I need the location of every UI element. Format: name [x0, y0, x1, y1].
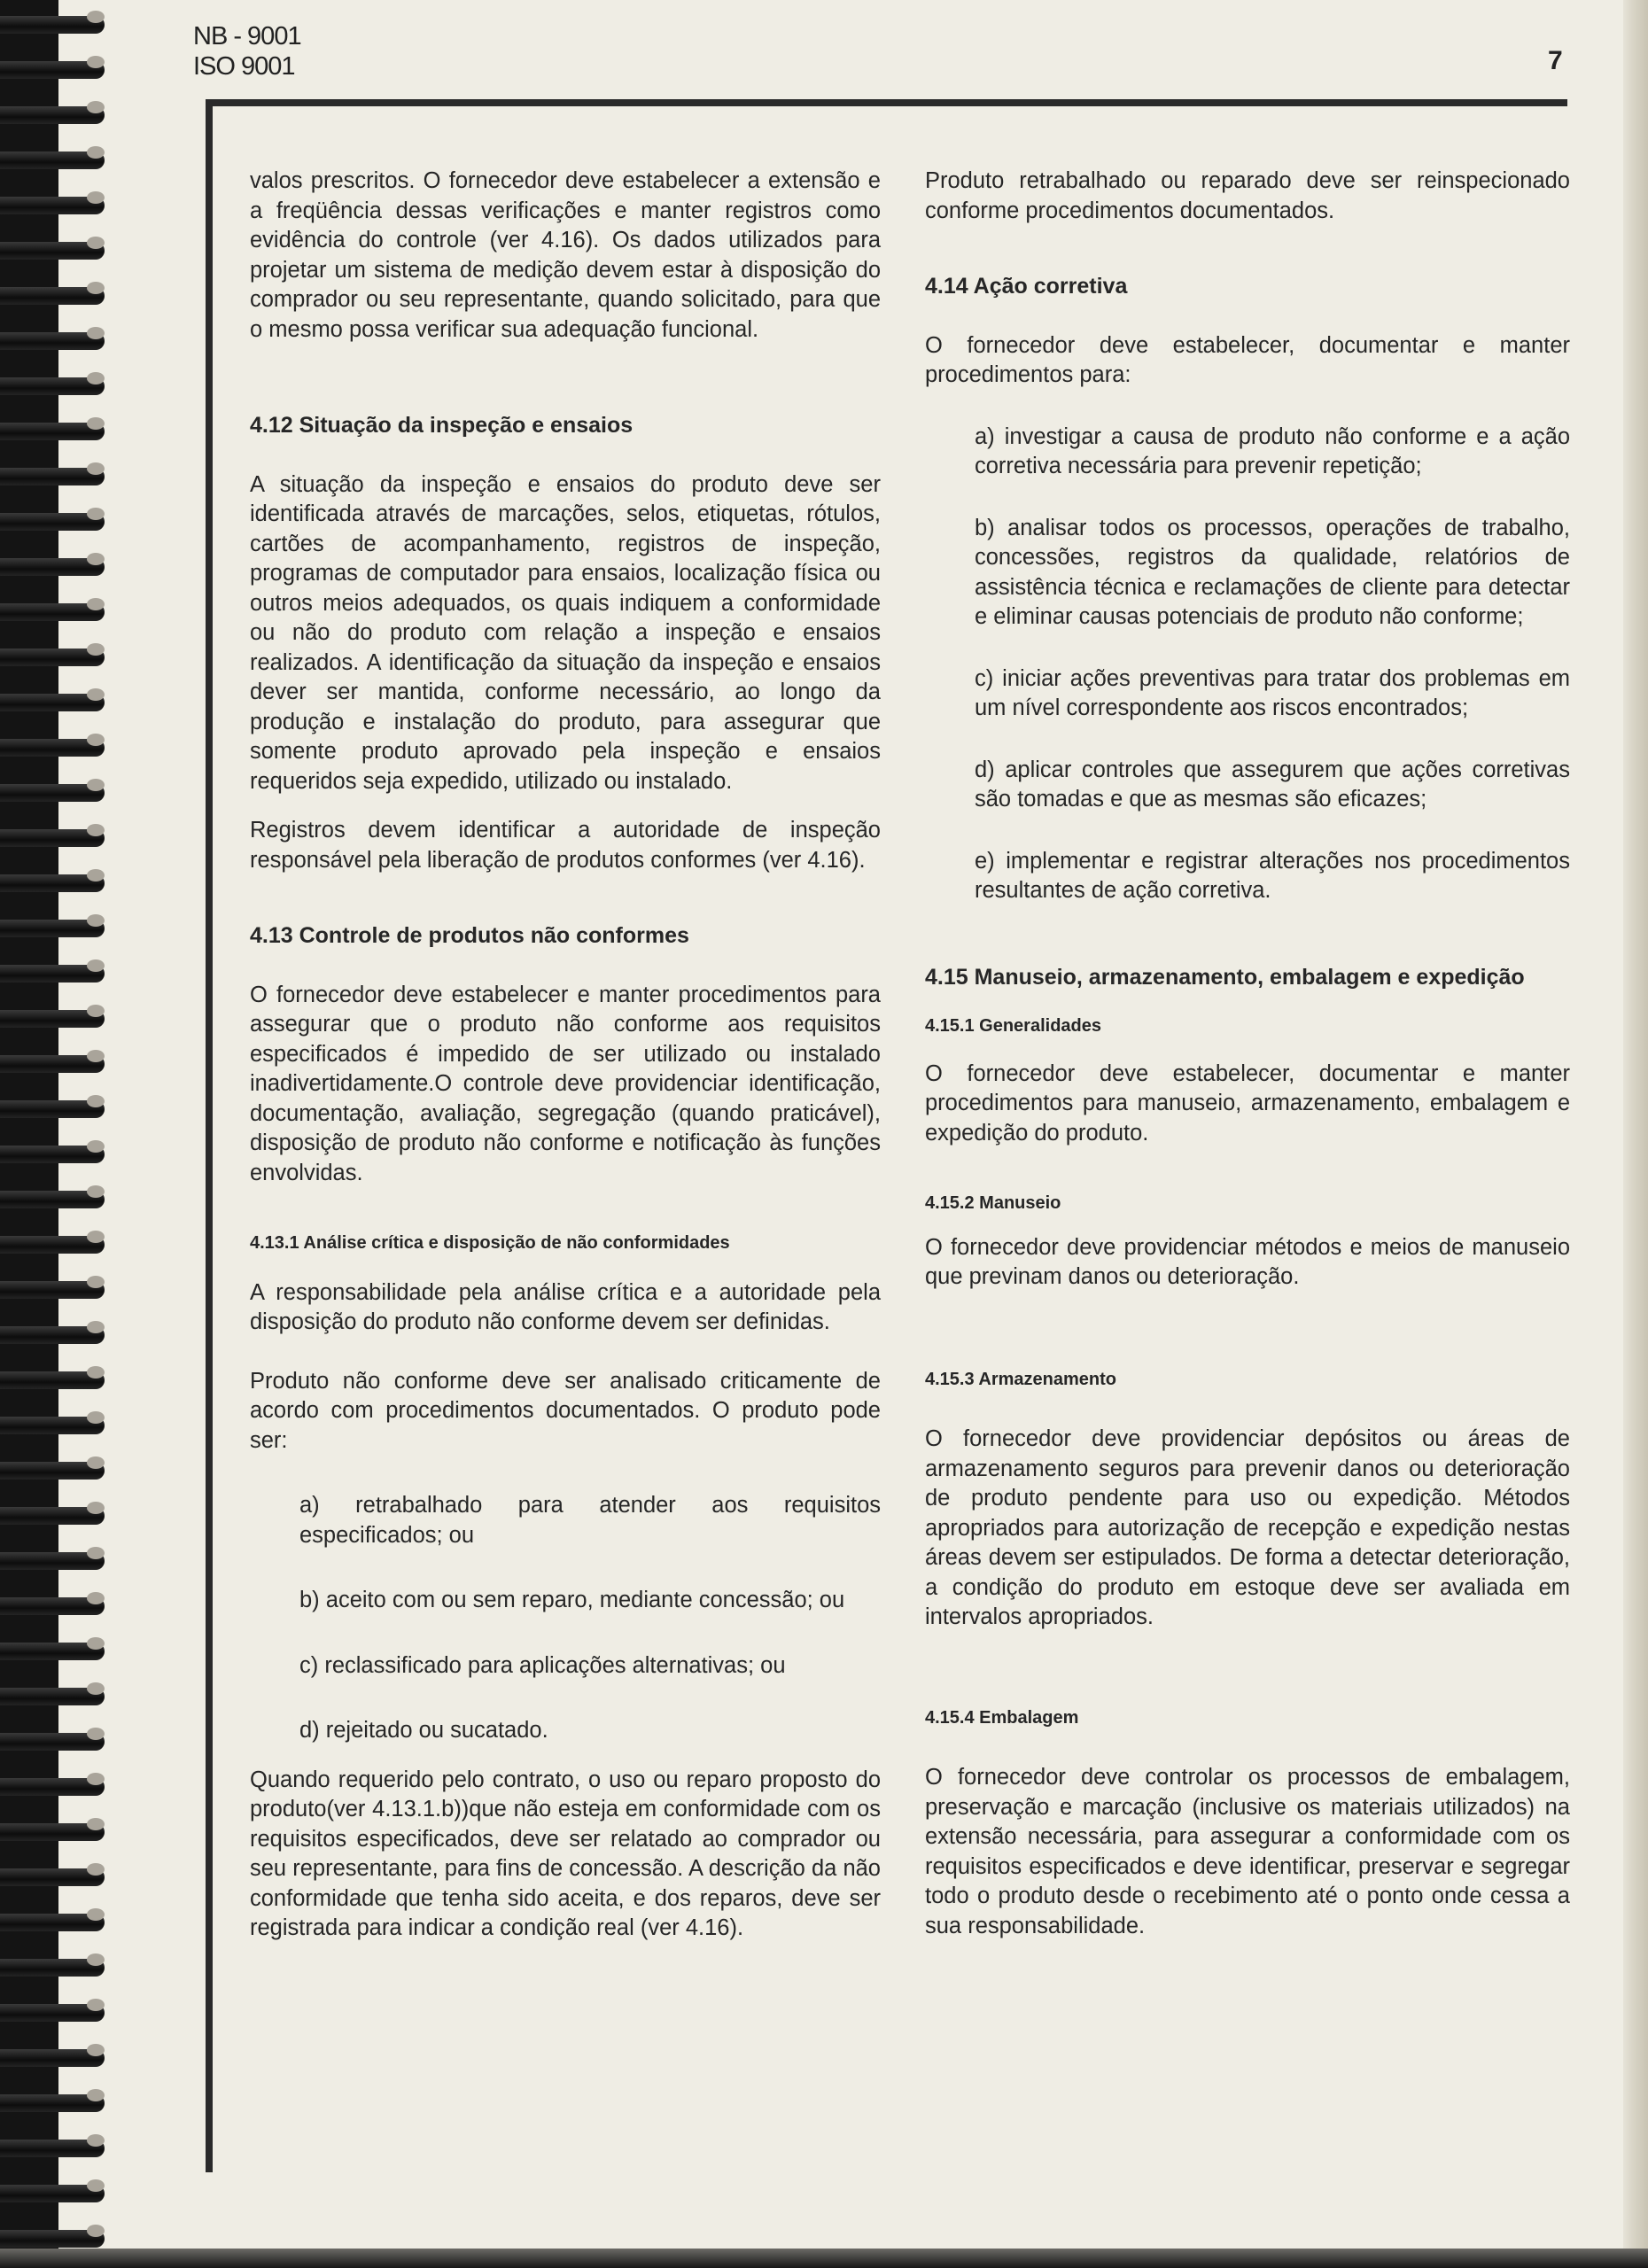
list-item: a) investigar a causa de produto não conforme e a ação corretiva necessária para prevenir repetição;	[975, 423, 1570, 478]
subsection-heading-4-15-2: 4.15.2 Manuseio	[925, 1193, 1061, 1213]
punch-hole	[87, 372, 105, 384]
punch-hole	[87, 779, 105, 791]
punch-hole	[87, 508, 105, 520]
document-code	[193, 21, 301, 82]
punch-hole	[87, 2179, 105, 2192]
punch-hole	[87, 688, 105, 701]
punch-hole	[87, 191, 105, 204]
punch-hole	[87, 1276, 105, 1288]
punch-hole	[87, 2134, 105, 2147]
punch-hole	[87, 2225, 105, 2237]
subsection-heading-4-13-1: 4.13.1 Análise crítica e disposição de não conformidades	[250, 1233, 730, 1253]
paragraph: Produto retrabalhado ou reparado deve ser reinspecionado conforme procedimentos documentados.	[925, 168, 1570, 223]
section-heading-4-14: 4.14 Ação corretiva	[925, 274, 1128, 299]
punch-hole	[87, 282, 105, 294]
list-item: d) rejeitado ou sucatado.	[299, 1718, 548, 1743]
subsection-heading-4-15-1: 4.15.1 Generalidades	[925, 1016, 1102, 1036]
punch-hole	[87, 1728, 105, 1740]
punch-hole	[87, 1818, 105, 1830]
section-heading-4-12: 4.12 Situação da inspeção e ensaios	[250, 413, 634, 438]
list-item: e) implementar e registrar alterações nos procedimentos resultantes de ação corretiva.	[975, 848, 1570, 903]
left-rule	[206, 99, 213, 2172]
list-item: b) aceito com ou sem reparo, mediante concessão; ou	[299, 1588, 845, 1612]
punch-hole	[87, 1592, 105, 1604]
punch-hole	[87, 1185, 105, 1198]
page-edge	[1623, 0, 1648, 2268]
list-item: c) reclassificado para aplicações alternativas; ou	[299, 1652, 786, 1678]
list-item: a) retrabalhado para atender aos requisitos especificados; ou	[299, 1493, 881, 1548]
punch-hole	[87, 824, 105, 836]
punch-hole	[87, 2044, 105, 2056]
punch-hole	[87, 1953, 105, 1966]
punch-hole	[87, 869, 105, 882]
punch-hole	[87, 237, 105, 249]
paragraph: O fornecedor deve providenciar depósitos ou áreas de armazenamento seguros para prevenir danos ou deterioração de produto pendente para uso ou expedição. Métodos apropriados para autorização de recepção e expedição nestas áreas devem ser estipulados. De forma a detectar deterioração, a condição do produto em estoque deve ser avaliada em intervalos apropriados.	[925, 1426, 1570, 1629]
punch-hole	[87, 959, 105, 972]
punch-hole	[87, 2089, 105, 2101]
punch-hole	[87, 598, 105, 610]
punch-hole	[87, 1411, 105, 1424]
punch-hole	[87, 1095, 105, 1107]
punch-hole	[87, 1999, 105, 2011]
paragraph: A responsabilidade pela análise crítica e a autoridade pela disposição do produto não conforme devem ser definidas.	[250, 1279, 881, 1334]
punch-hole	[87, 1908, 105, 1921]
paragraph: O fornecedor deve estabelecer e manter procedimentos para assegurar que o produto não conforme aos requisitos especificados é impedido de ser utilizado ou instalado inadivertidamente.O controle deve providenciar identificação, documentação, avaliação, segregação (quando praticável), disposição de produto não conforme e notificação às funções envolvidas.	[250, 982, 881, 1185]
paragraph: A situação da inspeção e ensaios do produto deve ser identificada através de marcações, selos, etiquetas, rótulos, cartões de acompanhamento, registros de inspeção, programas de computador para ensaios, localização física ou outros meios adequados, os quais indiquem a conformidade ou não do produto com relação a inspeção e ensaios realizados. A identificação da situação da inspeção e ensaios dever ser mantida, conforme necessário, ao longo da produção e instalação do produto, para assegurar que somente produto aprovado pela inspeção e ensaios requeridos seja expedido, utilizado ou instalado.	[250, 471, 881, 794]
punch-hole	[87, 1050, 105, 1062]
punch-hole	[87, 327, 105, 339]
paragraph: Produto não conforme deve ser analisado criticamente de acordo com procedimentos documentados. O produto pode ser:	[250, 1368, 881, 1453]
paragraph: valos prescritos. O fornecedor deve estabelecer a extensão e a freqüência dessas verificações e manter registros como evidência do controle (ver 4.16). Os dados utilizados para projetar um sistema de medição devem estar à disposição do comprador ou seu representante, quando solicitado, para que o mesmo possa verificar sua adequação funcional.	[250, 168, 881, 342]
punch-hole	[87, 643, 105, 656]
subsection-heading-4-15-4: 4.15.4 Embalagem	[925, 1707, 1079, 1728]
paragraph: O fornecedor deve estabelecer, documentar e manter procedimentos para:	[925, 332, 1570, 387]
punch-hole	[87, 914, 105, 927]
list-item: c) iniciar ações preventivas para tratar dos problemas em um nível correspondente aos riscos encontrados;	[975, 665, 1570, 720]
punch-hole	[87, 1547, 105, 1559]
top-rule	[206, 99, 1567, 106]
punch-hole	[87, 1140, 105, 1153]
list-item: d) aplicar controles que assegurem que ações corretivas são tomadas e que as mesmas são eficazes;	[975, 757, 1570, 812]
punch-hole	[87, 1637, 105, 1650]
punch-hole	[87, 11, 105, 23]
paragraph: Quando requerido pelo contrato, o uso ou reparo proposto do produto(ver 4.13.1.b))que não esteja em conformidade com os requisitos especificados, deve ser relatado ao comprador ou seu representante, para fins de concessão. A descrição da não conformidade que tenha sido aceita, e dos reparos, deve ser registrada para indicar a condição real (ver 4.16).	[250, 1767, 881, 1940]
spiral-binding	[0, 0, 111, 2268]
punch-hole	[87, 1005, 105, 1017]
page-number: 7	[1548, 46, 1563, 75]
paragraph: O fornecedor deve estabelecer, documentar e manter procedimentos para manuseio, armazenamento, embalagem e expedição do produto.	[925, 1060, 1570, 1146]
paragraph: O fornecedor deve controlar os processos de embalagem, preservação e marcação (inclusive os materiais utilizados) na extensão necessária, para assegurar a conformidade com os requisitos especificados e deve identificar, preservar e segregar todo o produto desde o recebimento até o ponto onde cessa a sua responsabilidade.	[925, 1765, 1570, 1938]
page-bottom-shadow	[0, 2249, 1648, 2268]
punch-hole	[87, 101, 105, 113]
list-item: b) analisar todos os processos, operações de trabalho, concessões, registros da qualidade, relatórios de assistência técnica e reclamações de cliente para detectar e eliminar causas potenciais de produto não conforme;	[975, 515, 1570, 629]
paragraph: Registros devem identificar a autoridade de inspeção responsável pela liberação de produtos conformes (ver 4.16).	[250, 818, 881, 873]
section-heading-4-15: 4.15 Manuseio, armazenamento, embalagem e expedição	[925, 964, 1525, 990]
punch-hole	[87, 553, 105, 565]
right-column	[925, 167, 1570, 1941]
document-code-nb: NB - 9001	[193, 22, 301, 50]
punch-hole	[87, 146, 105, 159]
subsection-heading-4-15-3: 4.15.3 Armazenamento	[925, 1369, 1117, 1389]
left-column	[250, 167, 881, 1944]
section-heading-4-13: 4.13 Controle de produtos não conformes	[250, 923, 689, 948]
document-code-iso: ISO 9001	[193, 52, 295, 81]
punch-hole	[87, 462, 105, 475]
punch-hole	[87, 1456, 105, 1469]
paragraph: O fornecedor deve providenciar métodos e meios de manuseio que previnam danos ou deterioração.	[925, 1234, 1570, 1289]
punch-hole	[87, 1682, 105, 1695]
punch-hole	[87, 56, 105, 68]
punch-hole	[87, 1502, 105, 1514]
punch-hole	[87, 1366, 105, 1379]
punch-hole	[87, 1231, 105, 1243]
punch-hole	[87, 1773, 105, 1785]
punch-hole	[87, 1321, 105, 1333]
punch-hole	[87, 734, 105, 746]
punch-hole	[87, 417, 105, 430]
punch-hole	[87, 1863, 105, 1876]
